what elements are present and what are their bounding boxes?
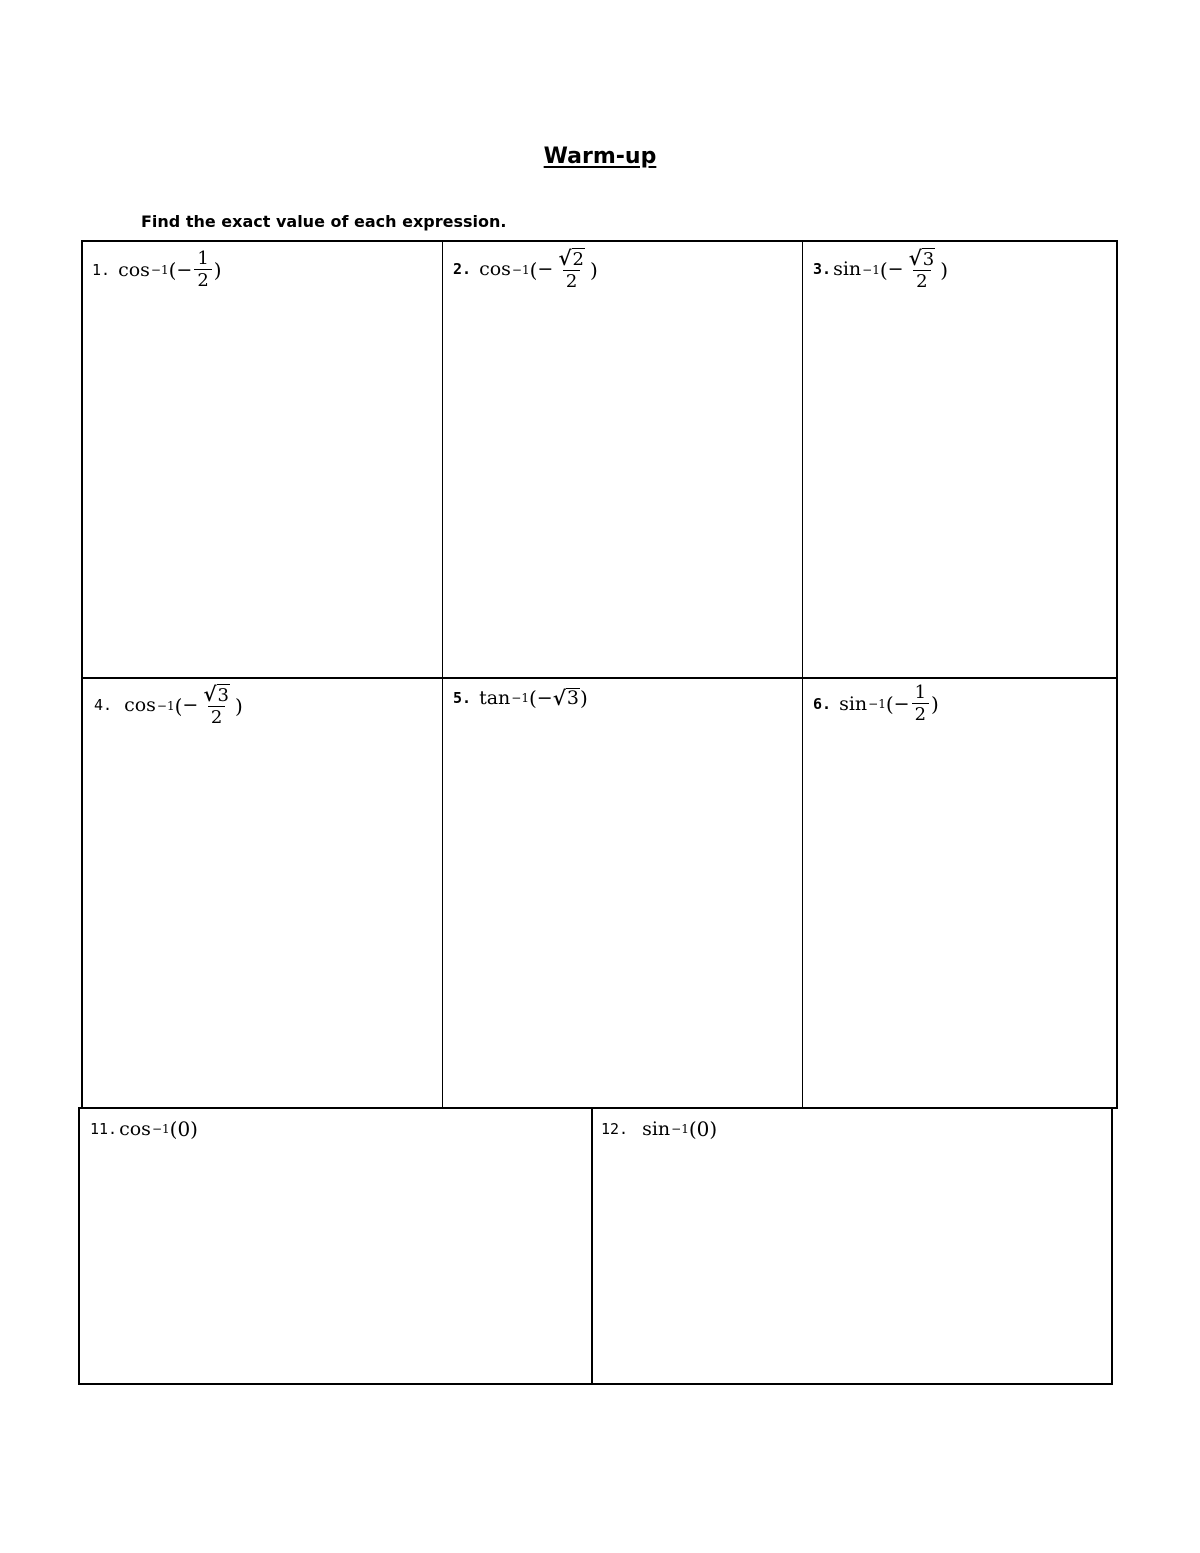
open-paren: ( (885, 692, 894, 716)
argument: (0) (169, 1117, 198, 1141)
open-paren: ( (529, 257, 538, 282)
function-name: cos (479, 258, 511, 280)
open-paren: ( (528, 686, 537, 710)
problem-1 (92, 250, 222, 290)
radicand: 3 (217, 685, 229, 706)
numerator: 1 (197, 248, 209, 269)
function-name: sin (833, 258, 862, 280)
function-name: cos (118, 258, 150, 281)
problem-2 (453, 248, 598, 291)
numerator (906, 248, 939, 270)
inverse-exponent: −1 (156, 698, 175, 713)
minus-sign: − (176, 258, 193, 281)
problem-grid-top (81, 240, 1118, 1109)
problem-number: 11. (90, 1119, 118, 1138)
open-paren: ( (174, 693, 183, 718)
minus-sign: − (893, 692, 910, 715)
inverse-exponent: −1 (150, 263, 169, 277)
grid-divider (442, 242, 443, 1107)
problem-11 (90, 1119, 198, 1139)
numerator (200, 684, 233, 706)
problem-number: 3. (813, 260, 832, 278)
radicand: 2 (572, 249, 584, 270)
denominator: 2 (912, 703, 929, 724)
page-title: Warm-up (543, 144, 657, 169)
problem-grid-bottom (78, 1107, 1113, 1385)
radicand: 3 (922, 249, 935, 270)
sqrt-icon: √ (203, 682, 217, 706)
minus-sign: − (536, 686, 553, 709)
denominator: 2 (194, 269, 211, 290)
close-paren: ) (589, 257, 598, 282)
minus-sign: − (887, 258, 904, 280)
denominator: 2 (208, 706, 225, 727)
inverse-exponent: −1 (671, 1122, 689, 1136)
minus-sign: − (537, 258, 554, 280)
radicand: 3 (566, 687, 579, 709)
numerator (555, 248, 588, 270)
function-name: cos (119, 1117, 151, 1140)
close-paren: ) (213, 258, 222, 282)
grid-divider (83, 677, 1116, 679)
problem-number: 6. (813, 694, 832, 713)
function-name: sin (839, 692, 868, 715)
grid-divider (591, 1109, 593, 1383)
close-paren: ) (234, 693, 243, 718)
fraction (200, 684, 233, 727)
open-paren: ( (879, 257, 888, 282)
problem-12 (601, 1119, 717, 1139)
argument: (0) (688, 1117, 718, 1141)
inverse-exponent: −1 (862, 262, 880, 277)
close-paren: ) (931, 692, 939, 716)
fraction (555, 248, 588, 291)
problem-6 (813, 684, 939, 724)
sqrt-icon: √ (908, 246, 922, 270)
inverse-exponent: −1 (511, 691, 529, 705)
function-name: sin (642, 1117, 671, 1140)
inverse-exponent: −1 (151, 1122, 170, 1136)
inverse-exponent: −1 (868, 697, 886, 711)
function-name: tan (479, 686, 511, 709)
problem-number: 5. (453, 688, 472, 707)
fraction (906, 248, 939, 291)
fraction (194, 250, 211, 290)
open-paren: ( (168, 258, 177, 282)
grid-divider (802, 242, 803, 1107)
numerator: 1 (914, 682, 927, 703)
close-paren: ) (940, 257, 948, 282)
problem-number: 1. (92, 260, 111, 279)
sqrt-icon: √ (552, 686, 566, 710)
function-name: cos (124, 694, 156, 716)
instructions: Find the exact value of each expression. (141, 212, 507, 231)
close-paren: ) (579, 686, 588, 710)
denominator: 2 (563, 270, 580, 291)
problem-3 (813, 248, 948, 291)
sqrt-icon: √ (558, 246, 572, 270)
denominator: 2 (913, 270, 930, 291)
minus-sign: − (182, 694, 199, 716)
problem-number: 2. (453, 260, 472, 278)
problem-number: 12. (601, 1119, 629, 1138)
problem-4 (94, 684, 243, 727)
problem-number: 4. (94, 696, 113, 714)
problem-5 (453, 688, 588, 708)
fraction (912, 684, 929, 724)
inverse-exponent: −1 (511, 262, 530, 277)
